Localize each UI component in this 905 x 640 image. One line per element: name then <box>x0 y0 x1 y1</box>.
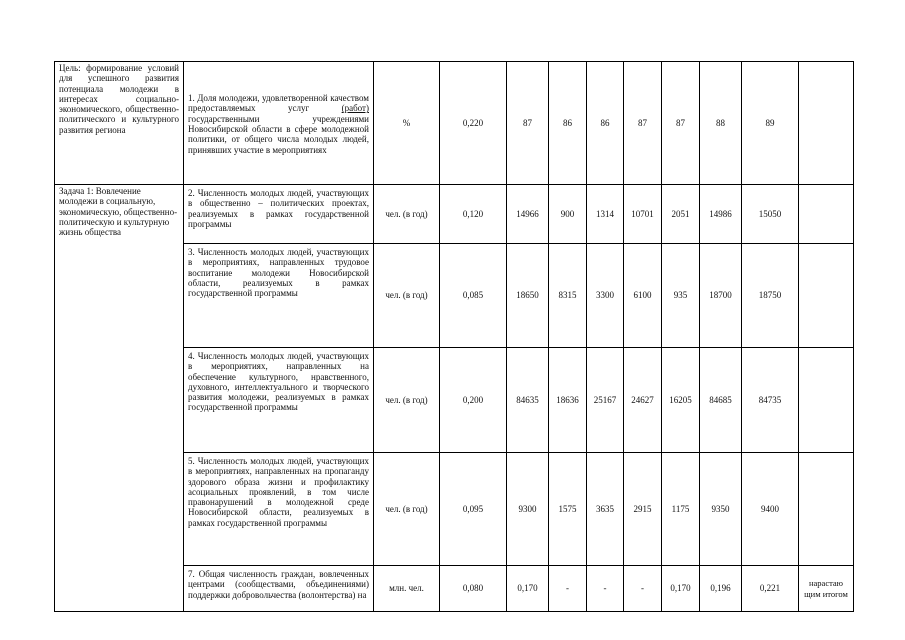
task-cell: Задача 1: Вовлечение молодежи в социальную, экономическую, общественно-политическую и культурную жизнь общества <box>55 185 184 612</box>
indicator-underlined-word: (работ) <box>341 103 369 114</box>
value-cell: 1175 <box>662 453 700 566</box>
value-cell: 15050 <box>742 185 799 244</box>
value-cell: 9400 <box>742 453 799 566</box>
value-cell: 6100 <box>624 244 662 348</box>
indicator-cell: 4. Численность молодых людей, участвующих в мероприятиях, направленных на обеспечение культурного, нравственного, духовного, интеллектуального и творческого развития молодежи, реализуемых в рамках государственной программы <box>184 348 374 453</box>
goal-cell: Цель: формирование условий для успешного развития потенциала молодежи в интересах социально-экономического, общественно-политического и культурного развития региона <box>55 62 184 185</box>
weight-cell: 0,085 <box>440 244 507 348</box>
indicator-text-part: государственными учреждениями Новосибирской области в сфере молодежной политики, от общего числа молодых людей, принявших участие в мероприятиях <box>188 113 369 155</box>
value-cell: 2915 <box>624 453 662 566</box>
value-cell: 18636 <box>549 348 587 453</box>
value-cell: 25167 <box>587 348 624 453</box>
note-cell <box>799 244 854 348</box>
value-cell: 1314 <box>587 185 624 244</box>
value-cell: 9300 <box>507 453 549 566</box>
value-cell: 16205 <box>662 348 700 453</box>
value-cell: 8315 <box>549 244 587 348</box>
indicator-text-part: 1. Доля молодежи, удовлетворенной качеством предоставляемых услуг <box>188 93 369 114</box>
unit-cell: % <box>374 62 440 185</box>
weight-cell: 0,220 <box>440 62 507 185</box>
indicator-cell: 2. Численность молодых людей, участвующих в общественно – политических проектах, реализуемых в рамках государственной программы <box>184 185 374 244</box>
unit-cell: млн. чел. <box>374 566 440 612</box>
value-cell: 18700 <box>700 244 742 348</box>
indicator-cell <box>184 62 374 185</box>
value-cell: 88 <box>700 62 742 185</box>
unit-cell: чел. (в год) <box>374 185 440 244</box>
value-cell: 0,170 <box>507 566 549 612</box>
value-cell: 87 <box>662 62 700 185</box>
weight-cell: 0,120 <box>440 185 507 244</box>
value-cell: 14966 <box>507 185 549 244</box>
value-cell: 87 <box>507 62 549 185</box>
value-cell: 87 <box>624 62 662 185</box>
value-cell: 2051 <box>662 185 700 244</box>
value-cell: 84635 <box>507 348 549 453</box>
weight-cell: 0,080 <box>440 566 507 612</box>
value-cell: 1575 <box>549 453 587 566</box>
value-cell: 3300 <box>587 244 624 348</box>
value-cell: 0,170 <box>662 566 700 612</box>
note-cell: нарастаю щим итогом <box>799 566 854 612</box>
indicators-table <box>54 61 854 612</box>
value-cell: 86 <box>549 62 587 185</box>
value-cell: 18750 <box>742 244 799 348</box>
value-cell: 24627 <box>624 348 662 453</box>
table-row <box>55 62 854 185</box>
value-cell: 0,221 <box>742 566 799 612</box>
note-cell <box>799 185 854 244</box>
value-cell: 935 <box>662 244 700 348</box>
indicator-cell: 7. Общая численность граждан, вовлеченных центрами (сообществами, объединениями) поддержки добровольчества (волонтерства) на <box>184 566 374 612</box>
value-cell: 89 <box>742 62 799 185</box>
value-cell: 14986 <box>700 185 742 244</box>
value-cell: - <box>624 566 662 612</box>
note-cell <box>799 453 854 566</box>
unit-cell: чел. (в год) <box>374 348 440 453</box>
table-row <box>55 185 854 244</box>
value-cell: 84735 <box>742 348 799 453</box>
unit-cell: чел. (в год) <box>374 244 440 348</box>
note-cell <box>799 62 854 185</box>
unit-cell: чел. (в год) <box>374 453 440 566</box>
value-cell: 900 <box>549 185 587 244</box>
indicator-cell: 3. Численность молодых людей, участвующих в мероприятиях, направленных трудовое воспитание молодежи Новосибирской области, реализуемых в рамках государственной программы <box>184 244 374 348</box>
weight-cell: 0,095 <box>440 453 507 566</box>
value-cell: 9350 <box>700 453 742 566</box>
value-cell: - <box>549 566 587 612</box>
value-cell: 84685 <box>700 348 742 453</box>
value-cell: 10701 <box>624 185 662 244</box>
weight-cell: 0,200 <box>440 348 507 453</box>
value-cell: - <box>587 566 624 612</box>
value-cell: 18650 <box>507 244 549 348</box>
value-cell: 86 <box>587 62 624 185</box>
indicator-cell: 5. Численность молодых людей, участвующих в мероприятиях, направленных на пропаганду здорового образа жизни и профилактику асоциальных проявлений, в том числе правонарушений в молодежной среде Новосибирской области, реализуемых в рамках государственной программы <box>184 453 374 566</box>
note-cell <box>799 348 854 453</box>
value-cell: 0,196 <box>700 566 742 612</box>
value-cell: 3635 <box>587 453 624 566</box>
